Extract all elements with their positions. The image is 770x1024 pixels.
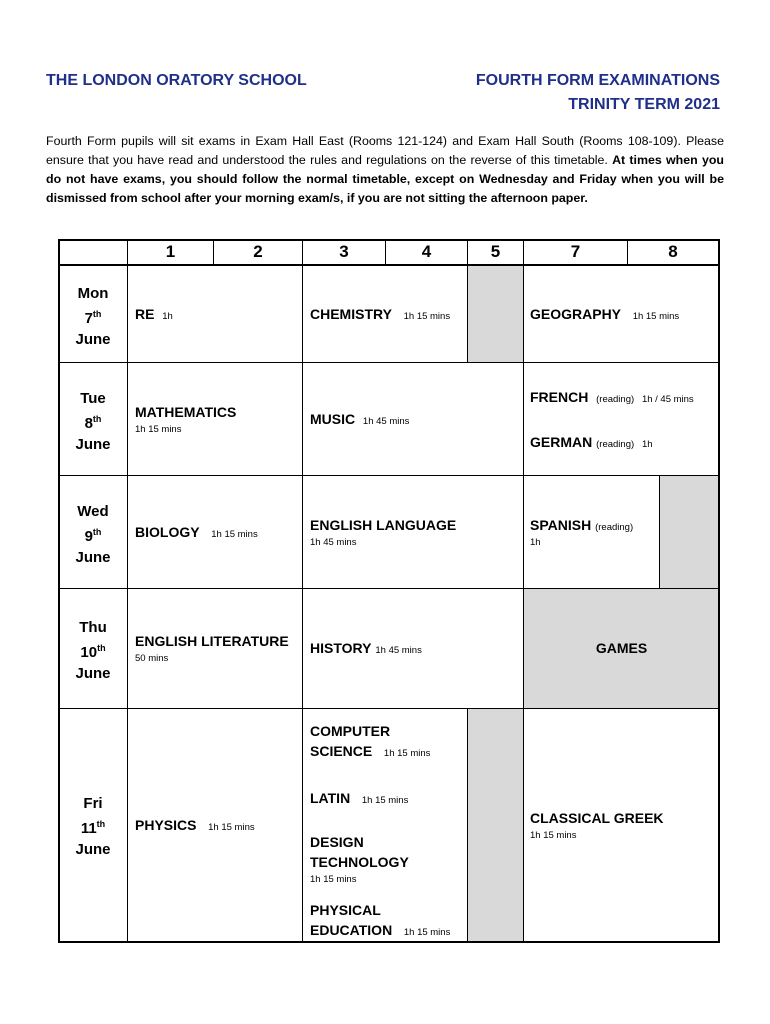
exam-duration: 1h 15 mins — [135, 424, 182, 435]
exam-duration: 50 mins — [135, 653, 169, 664]
exam-mathematics — [135, 402, 236, 422]
day-friday — [59, 793, 127, 860]
day-column-divider — [127, 239, 128, 943]
exam-duration: 1h 15 mins — [530, 830, 577, 841]
exam-duration: 1h 15 mins — [310, 874, 357, 885]
row-divider-wed-thu — [58, 588, 720, 589]
day-number: 9 — [84, 528, 93, 545]
exam-duration: 1h 45 mins — [375, 645, 422, 656]
day-suffix: th — [97, 643, 106, 653]
exam-duration: 1h — [162, 311, 173, 322]
exam-duration: 1h 45 mins — [310, 537, 357, 548]
subject-name-line2: TECHNOLOGY — [310, 854, 409, 870]
school-name: THE LONDON ORATORY SCHOOL — [46, 72, 307, 89]
day-suffix: th — [96, 819, 106, 829]
exam-duration: 1h — [530, 537, 541, 548]
day-month: June — [75, 436, 111, 453]
divider-p5-p7 — [523, 239, 524, 943]
games-label: GAMES — [595, 640, 648, 656]
day-name: Tue — [80, 390, 106, 407]
exam-english-language — [310, 515, 456, 535]
exam-spanish — [530, 515, 633, 538]
row-divider-mon-tue — [58, 362, 720, 363]
day-suffix: th — [92, 309, 102, 319]
period-4: 4 — [421, 242, 432, 261]
subject-name: BIOLOGY — [135, 524, 200, 540]
exam-duration: 1h 15 mins — [403, 927, 451, 938]
subject-name: MATHEMATICS — [135, 404, 237, 420]
exam-duration: 1h — [641, 439, 653, 450]
day-number: 7 — [84, 310, 93, 327]
period-2: 2 — [253, 242, 263, 261]
intro-paragraph — [46, 132, 724, 208]
day-month: June — [75, 665, 111, 682]
exam-history — [310, 638, 422, 661]
exam-english-literature — [135, 631, 289, 651]
subject-name: LATIN — [310, 790, 351, 806]
shaded-cell-fri-p5 — [468, 708, 523, 943]
divider-p4-p5-lower — [467, 708, 468, 943]
exam-physics — [135, 815, 255, 838]
shaded-cell-mon-p5 — [468, 265, 523, 362]
exam-note: (reading) — [595, 522, 634, 533]
day-name: Wed — [77, 503, 109, 520]
divider-wed-p7-p8 — [659, 475, 660, 588]
table-border-right — [718, 239, 720, 943]
exam-biology — [135, 522, 258, 545]
exam-duration: 1h 15 mins — [208, 822, 255, 833]
day-monday — [59, 283, 127, 350]
day-tuesday — [59, 388, 127, 455]
subject-name-line2: SCIENCE — [310, 743, 373, 759]
shaded-cell-wed-p8 — [659, 475, 720, 588]
exam-physical-education — [310, 900, 450, 943]
exam-french — [530, 387, 694, 410]
day-number: 10 — [80, 644, 98, 661]
day-suffix: th — [92, 414, 102, 424]
exam-duration: 1h / 45 mins — [641, 394, 694, 405]
day-number: 11 — [80, 820, 97, 837]
exam-duration: 1h 15 mins — [632, 311, 680, 322]
subject-name: ENGLISH LITERATURE — [135, 633, 289, 649]
day-month: June — [75, 841, 111, 858]
subject-name: GERMAN — [530, 434, 593, 450]
subject-name: FRENCH — [530, 389, 589, 405]
day-number: 8 — [84, 415, 93, 432]
row-divider-thu-fri — [58, 708, 720, 709]
exam-geography — [530, 304, 679, 327]
exam-duration: 1h 45 mins — [362, 416, 410, 427]
exam-title: FOURTH FORM EXAMINATIONS — [475, 72, 720, 89]
intro-plain: Fourth Form pupils will sit exams in Exam Hall East (Rooms 121-124) and Exam Hall South (Rooms 108-109). Please ensure that you have read and understood the rules and regulations on the reverse of this timetable. — [46, 134, 724, 167]
exam-latin — [310, 788, 408, 811]
row-divider-tue-wed — [58, 475, 720, 476]
exam-chemistry — [310, 304, 450, 327]
period-1: 1 — [165, 242, 176, 261]
table-border-top — [58, 239, 720, 241]
exam-duration: 1h 15 mins — [361, 795, 409, 806]
subject-name: ENGLISH LANGUAGE — [310, 517, 457, 533]
subject-name-line1: DESIGN — [310, 834, 364, 850]
subject-name-line1: PHYSICAL — [310, 902, 381, 918]
period-7: 7 — [570, 242, 581, 261]
exam-timetable — [58, 239, 720, 943]
exam-computer-science — [310, 721, 430, 764]
subject-name: PHYSICS — [135, 817, 197, 833]
period-5: 5 — [490, 242, 501, 261]
subject-name-line2: EDUCATION — [310, 922, 393, 938]
subject-name-line1: COMPUTER — [310, 723, 391, 739]
subject-name: CHEMISTRY — [310, 306, 392, 322]
exam-german — [530, 432, 653, 455]
header-row-divider — [58, 264, 720, 266]
exam-duration: 1h 15 mins — [211, 529, 258, 540]
day-wednesday — [59, 501, 127, 568]
exam-term: TRINITY TERM 2021 — [568, 96, 720, 113]
subject-name: GEOGRAPHY — [530, 306, 622, 322]
period-8: 8 — [668, 242, 678, 261]
day-name: Mon — [77, 285, 109, 302]
exam-note: (reading) — [596, 439, 635, 450]
day-month: June — [75, 331, 111, 348]
intro-bold: At times when you do not have exams, you should follow the normal timetable, except on Wednesday and Friday when you will be dismissed from school after your morning exam/s, if you are not sitting the afternoon paper. — [46, 153, 724, 205]
subject-name: RE — [135, 306, 155, 322]
day-name: Fri — [83, 795, 103, 812]
subject-name: SPANISH — [530, 517, 592, 533]
day-name: Thu — [79, 619, 107, 636]
divider-p2-p3 — [302, 239, 303, 943]
subject-name: CLASSICAL GREEK — [530, 810, 664, 826]
exam-note: (reading) — [596, 394, 635, 405]
subject-name: HISTORY — [310, 640, 372, 656]
exam-classical-greek — [530, 808, 664, 828]
exam-duration: 1h 15 mins — [383, 748, 431, 759]
day-thursday — [59, 617, 127, 684]
exam-re — [135, 304, 173, 327]
exam-music — [310, 409, 409, 432]
subject-name: MUSIC — [310, 411, 356, 427]
day-suffix: th — [92, 527, 102, 537]
period-3: 3 — [339, 242, 349, 261]
exam-duration: 1h 15 mins — [403, 311, 451, 322]
exam-design-technology — [310, 832, 409, 872]
day-month: June — [75, 549, 111, 566]
